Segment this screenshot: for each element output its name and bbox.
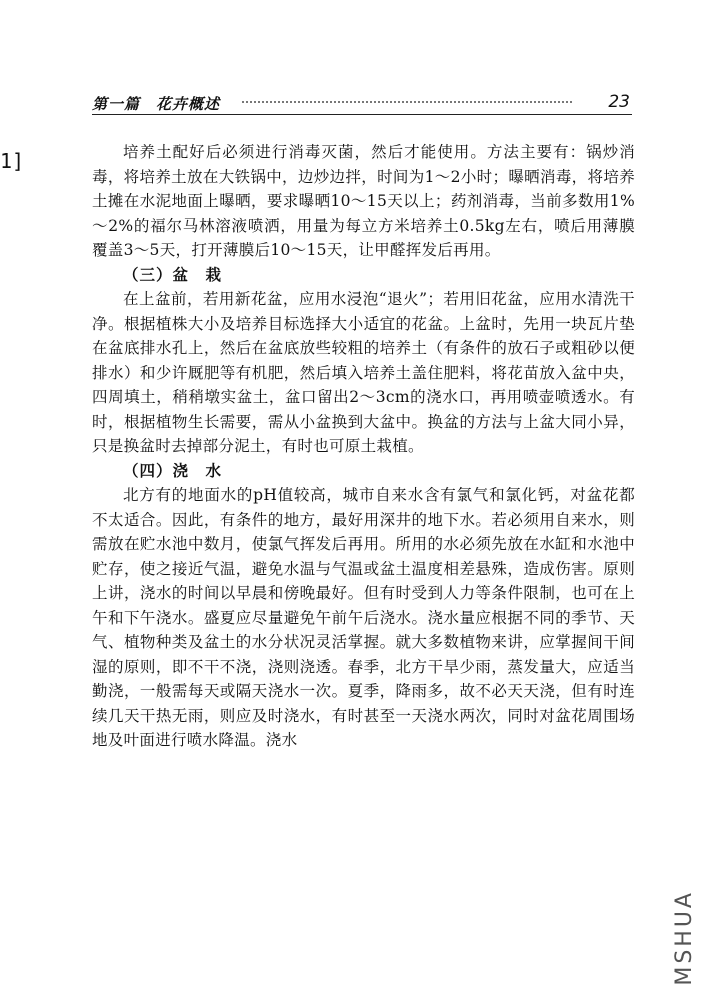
paragraph-sterilization: 培养土配好后必须进行消毒灭菌，然后才能使用。方法主要有：锅炒消毒，将培养土放在大铁锅中，边炒边拌，时间为1～2小时；曝晒消毒，将培养土摊在水泥地面上曝晒，要求曝晒10～15天以上；药剂消毒，当前多数用1%～2%的福尔马林溶液喷洒，用量为每立方米培养土0.5kg左右，喷后用薄膜覆盖3～5天，打开薄膜后10～15天，让甲醛挥发后再用。 bbox=[92, 143, 635, 259]
page-number: 23 bbox=[608, 92, 630, 112]
paragraph-watering: 北方有的地面水的pH值较高，城市自来水含有氯气和氯化钙，对盆花都不太适合。因此，有条件的地方，最好用深井的地下水。若必须用自来水，则需放在贮水池中数月，使氯气挥发后再用。所用的水必须先放在水缸和水池中贮存，使之接近气温，避免水温与气温或盆土温度相差悬殊，造成伤害。原则上讲，浇水的时间以早晨和傍晚最好。但有时受到人力等条件限制，也可在上午和下午浇水。盛夏应尽量避免午前午后浇水。浇水量应根据不同的季节、天气、植物种类及盆土的水分状况灵活掌握。就大多数植物来讲，应掌握间干间湿的原则，即不干不浇，浇则浇透。春季，北方干旱少雨，蒸发量大，应适当勤浇，一般需每天或隔天浇水一次。夏季，降雨多，故不必天天浇，但有时连续几天干热无雨，则应及时浇水，有时甚至一天浇水两次，同时对盆花周围场地及叶面进行喷水降温。浇水 bbox=[92, 486, 635, 749]
paragraph-potting: 在上盆前，若用新花盆，应用水浸泡“退火”；若用旧花盆，应用水清洗干净。根据植株大小及培养目标选择大小适宜的花盆。上盆时，先用一块瓦片垫在盆底排水孔上，然后在盆底放些较粗的培养土（有条件的放石子或粗砂以便排水）和少许厩肥等有机肥，然后填入培养土盖住肥料，将花苗放入盆中央，四周填土，稍稍墩实盆土，盆口留出2～3cm的浇水口，再用喷壶喷透水。有时，根据植物生长需要，需从小盆换到大盆中。换盆的方法与上盆大同小异，只是换盆时去掉部分泥土，有时也可原土栽植。 bbox=[92, 290, 635, 455]
chapter-title: 第一篇 花卉概述 bbox=[92, 95, 221, 113]
margin-mark: 1] bbox=[0, 149, 25, 173]
watermark: MSHUA bbox=[672, 890, 697, 986]
header-dotted-rule bbox=[242, 101, 572, 103]
section-heading-potting: （三）盆 栽 bbox=[123, 264, 223, 284]
section-heading-watering: （四）浇 水 bbox=[123, 460, 223, 480]
body-text bbox=[92, 140, 635, 753]
running-header bbox=[92, 92, 632, 115]
